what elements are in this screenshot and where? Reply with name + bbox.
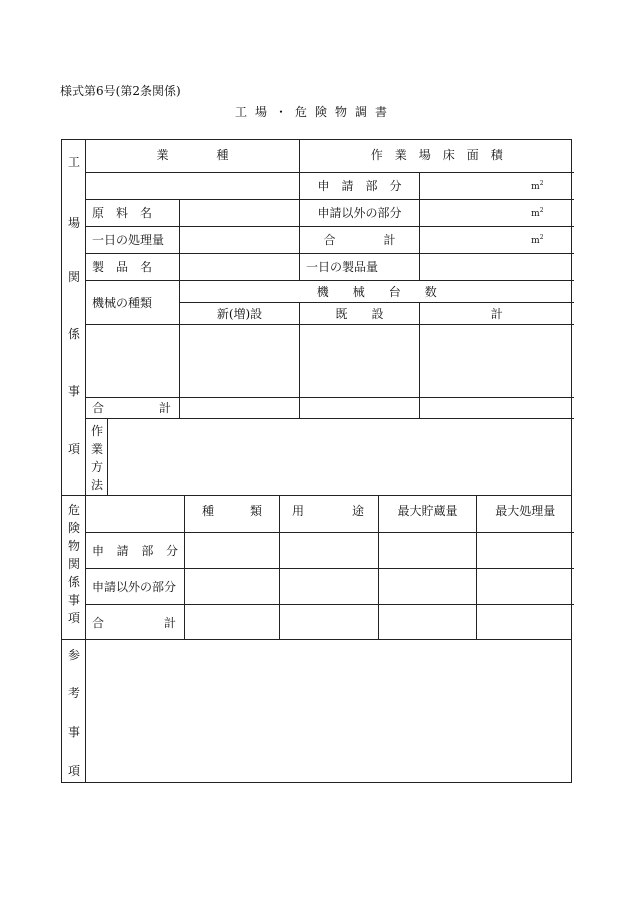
hazard-total-processing[interactable]	[477, 604, 574, 640]
side-char: 項	[67, 764, 80, 778]
daily-production-label: 一日の製品量	[300, 253, 420, 280]
side-char: 場	[67, 216, 80, 230]
hazard-max-storage-header: 最大貯蔵量	[379, 496, 477, 532]
machine-type-value[interactable]	[86, 324, 180, 397]
unit-m2: $m^2$	[531, 179, 544, 192]
hazard-type-header: 種 類	[185, 496, 280, 532]
work-method-value[interactable]	[108, 419, 574, 497]
side-char: 危	[67, 503, 80, 517]
hazard-max-processing-header: 最大処理量	[477, 496, 574, 532]
hazard-total-type[interactable]	[185, 604, 280, 640]
side-char: 項	[67, 442, 80, 456]
hazard-non-applied-type[interactable]	[185, 568, 280, 604]
work-method-row	[86, 418, 574, 496]
hazardous-table	[85, 496, 574, 640]
new-added-label: 新(増)設	[180, 302, 300, 324]
hazard-usage-header: 用 途	[280, 496, 379, 532]
industry-type-label: 業 種	[86, 140, 300, 172]
hazard-corner-cell	[86, 496, 185, 532]
form-number: 様式第6号(第2条関係)	[60, 84, 181, 98]
applied-part-label: 申 請 部 分	[300, 172, 420, 199]
machine-total-all[interactable]	[420, 397, 574, 418]
hazardous-section	[61, 495, 572, 640]
floor-total-label: 合 計	[300, 226, 420, 253]
new-added-value[interactable]	[180, 324, 300, 397]
side-char: 事	[67, 593, 80, 607]
daily-processing-label: 一日の処理量	[86, 226, 180, 253]
daily-production-value[interactable]	[420, 253, 574, 280]
hazard-total-storage[interactable]	[379, 604, 477, 640]
machine-type-label: 機械の種類	[86, 280, 180, 324]
machine-total-label: 合 計	[86, 397, 180, 418]
raw-material-label: 原 料 名	[86, 199, 180, 226]
work-method-label: 作 業 方 法	[86, 419, 108, 497]
side-char: 参	[67, 648, 80, 662]
hazard-non-applied-processing[interactable]	[477, 568, 574, 604]
count-total-value[interactable]	[420, 324, 574, 397]
side-char: 係	[67, 327, 80, 341]
non-applied-part-area[interactable]	[420, 199, 574, 226]
side-char: 事	[67, 384, 80, 398]
hazard-total-usage[interactable]	[280, 604, 379, 640]
reference-notes-field[interactable]	[86, 640, 571, 782]
hazardous-side-label	[62, 496, 86, 639]
daily-processing-value[interactable]	[180, 226, 300, 253]
document-title: 工場・危険物調書	[234, 105, 395, 119]
non-applied-part-label: 申請以外の部分	[300, 199, 420, 226]
hazard-applied-processing[interactable]	[477, 532, 574, 568]
hazard-non-applied-label: 申請以外の部分	[86, 568, 185, 604]
side-char: 工	[67, 155, 80, 169]
side-char: 険	[67, 521, 80, 535]
hazard-non-applied-usage[interactable]	[280, 568, 379, 604]
industry-type-value[interactable]	[86, 172, 300, 199]
product-name-label: 製 品 名	[86, 253, 180, 280]
unit-m2: $m^2$	[531, 206, 544, 219]
raw-material-value[interactable]	[180, 199, 300, 226]
existing-value[interactable]	[300, 324, 420, 397]
side-char: 事	[67, 725, 80, 739]
side-char: 関	[67, 270, 80, 284]
product-name-value[interactable]	[180, 253, 300, 280]
hazard-total-label: 合 計	[86, 604, 185, 640]
floor-total-area[interactable]	[420, 226, 574, 253]
side-char: 項	[67, 611, 80, 625]
applied-part-area[interactable]	[420, 172, 574, 199]
hazard-applied-type[interactable]	[185, 532, 280, 568]
reference-side-label	[62, 640, 86, 782]
hazard-applied-label: 申 請 部 分	[86, 532, 185, 568]
side-char: 関	[67, 557, 80, 571]
hazard-applied-storage[interactable]	[379, 532, 477, 568]
side-char: 考	[67, 686, 80, 700]
factory-side-label	[62, 140, 86, 495]
side-char: 係	[67, 575, 80, 589]
reference-section	[61, 639, 572, 783]
floor-area-label: 作 業 場 床 面 積	[300, 140, 574, 172]
factory-section	[61, 139, 572, 496]
existing-label: 既 設	[300, 302, 420, 324]
machine-count-label: 機 械 台 数	[180, 280, 574, 302]
side-char: 物	[67, 539, 80, 553]
hazard-applied-usage[interactable]	[280, 532, 379, 568]
hazard-non-applied-storage[interactable]	[379, 568, 477, 604]
unit-m2: $m^2$	[531, 233, 544, 246]
machine-total-existing[interactable]	[300, 397, 420, 418]
machine-total-new[interactable]	[180, 397, 300, 418]
count-total-label: 計	[420, 302, 574, 324]
factory-table	[85, 140, 574, 496]
